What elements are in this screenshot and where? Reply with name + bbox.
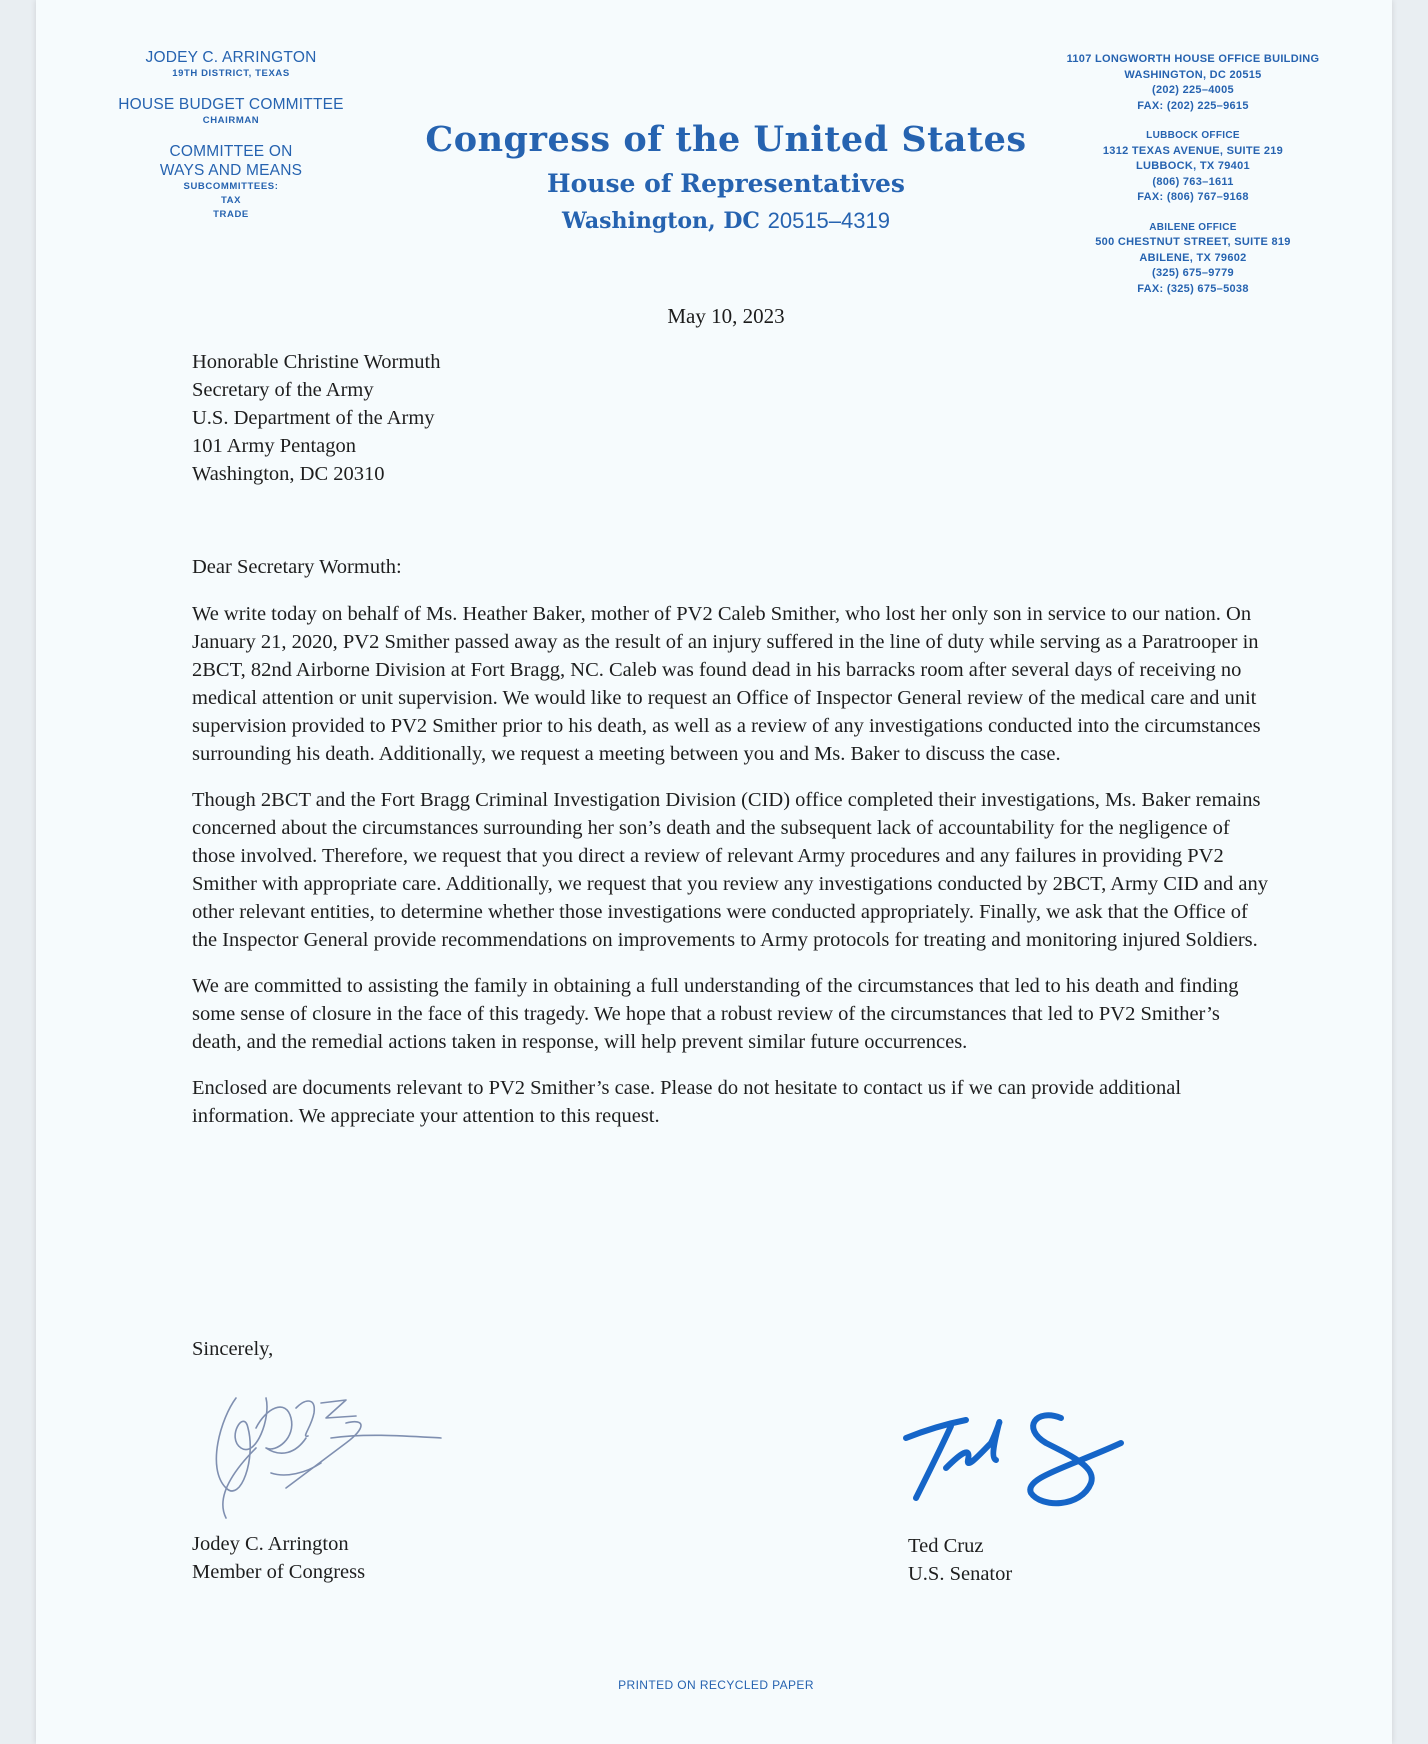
lubbock-office-line4: FAX: (806) 767–9168 — [1137, 191, 1249, 203]
abilene-office-line1: 500 CHESTNUT STREET, SUITE 819 — [1095, 236, 1291, 248]
signer-title: Member of Congress — [192, 1561, 366, 1583]
committee-budget-role: CHAIRMAN — [202, 115, 260, 126]
committee-ways-line2: WAYS AND MEANS — [159, 162, 303, 179]
body-paragraph: We write today on behalf of Ms. Heather Baker, mother of PV2 Caleb Smither, who lost her only son in service to our nation. On January 21, 2020, PV2 Smither passed away as the result of an injury suffered in the line of duty while serving as a Paratrooper in 2BCT, 82nd Airborne Division at Fort Bragg, NC. Caleb was found dead in his barracks room after several days of receiving no medical attention or unit supervision. We would like to request an Office of Inspector General review of the medical care and unit supervision provided to PV2 Smither prior to his death, as well as a review of any investigations conducted into the circumstances surrounding his death. Additionally, we request a meeting between you and Ms. Baker to discuss the case. — [192, 603, 1261, 765]
letterhead-right — [1048, 52, 1338, 297]
subcommittees-label: SUBCOMMITTEES: — [183, 181, 279, 192]
recipient-line: 101 Army Pentagon — [192, 435, 356, 457]
signer-name: Jodey C. Arrington — [192, 1533, 349, 1555]
letterhead-left — [96, 48, 366, 222]
recipient-line: Secretary of the Army — [192, 379, 374, 401]
letter-date: May 10, 2023 — [667, 304, 785, 328]
washington-zip: 20515–4319 — [767, 208, 890, 233]
lubbock-office-line1: 1312 TEXAS AVENUE, SUITE 219 — [1102, 144, 1284, 157]
recipient-address — [192, 348, 892, 488]
subcommittee-trade: TRADE — [213, 209, 249, 220]
abilene-office-line4: FAX: (325) 675–5038 — [1137, 282, 1249, 295]
letter-page — [36, 0, 1392, 1744]
signer-cruz — [908, 1532, 1012, 1588]
lubbock-office-line3: (806) 763–1611 — [1152, 175, 1234, 188]
signer-arrington — [192, 1530, 365, 1586]
dc-office-line2: WASHINGTON, DC 20515 — [1124, 68, 1262, 81]
body-paragraph: We are committed to assisting the family in obtaining a full understanding of the circumstances that led to his death and finding some sense of closure in the face of this tragedy. We hope that a robust review of the circumstances that led to PV2 Smither’s death, and the remedial actions taken in response, will help prevent similar future occurrences. — [192, 975, 1239, 1053]
washington-address — [416, 204, 1036, 238]
member-name: JODEY C. ARRINGTON — [145, 49, 317, 66]
body-paragraph: Though 2BCT and the Fort Bragg Criminal Investigation Division (CID) office completed their investigations, Ms. Baker remains concerned about the circumstances surrounding her son’s death and the subsequent lack of accountability for the negligence of those involved. Therefore, we request that you direct a review of relevant Army procedures and any failures in providing PV2 Smither with appropriate care. Additionally, we request that you review any investigations conducted by 2BCT, Army CID and any other relevant entities, to determine whether those investigations were conducted appropriately. Finally, we ask that the Office of the Inspector General provide recommendations on improvements to Army protocols for treating and monitoring injured Soldiers. — [192, 789, 1268, 951]
abilene-office-line2: ABILENE, TX 79602 — [1139, 251, 1247, 264]
dc-office-line3: (202) 225–4005 — [1152, 84, 1234, 96]
abilene-office-title: ABILENE OFFICE — [1149, 221, 1237, 233]
committee-ways-line1: COMMITTEE ON — [169, 143, 293, 160]
salutation: Dear Secretary Wormuth: — [192, 556, 402, 578]
recipient-line: Washington, DC 20310 — [192, 463, 385, 485]
recipient-line: Honorable Christine Wormuth — [192, 351, 441, 373]
committee-budget: HOUSE BUDGET COMMITTEE — [118, 96, 344, 113]
letterhead-center — [416, 118, 1036, 238]
recipient-line: U.S. Department of the Army — [192, 407, 435, 429]
cruz-signature — [896, 1398, 1156, 1528]
abilene-office-line3: (325) 675–9779 — [1152, 267, 1234, 279]
body-paragraph: Enclosed are documents relevant to PV2 Smither’s case. Please do not hesitate to contact us if we can provide additional information. We appreciate your attention to this request. — [192, 1077, 1182, 1127]
house-title: House of Representatives — [547, 169, 905, 198]
arrington-signature — [196, 1378, 456, 1528]
member-district: 19TH DISTRICT, TEXAS — [172, 68, 290, 79]
signer-title: U.S. Senator — [908, 1563, 1013, 1585]
lubbock-office-title: LUBBOCK OFFICE — [1146, 130, 1240, 141]
signer-name: Ted Cruz — [908, 1535, 984, 1557]
recycled-paper-footer: PRINTED ON RECYCLED PAPER — [618, 1678, 814, 1692]
dc-office-line4: FAX: (202) 225–9615 — [1137, 99, 1249, 112]
lubbock-office-line2: LUBBOCK, TX 79401 — [1136, 160, 1250, 172]
congress-title: Congress of the United States — [425, 119, 1027, 160]
closing: Sincerely, — [192, 1338, 274, 1360]
letter-body — [192, 600, 1272, 1148]
washington-city: Washington, DC — [562, 208, 760, 234]
dc-office-line1: 1107 LONGWORTH HOUSE OFFICE BUILDING — [1066, 53, 1320, 65]
subcommittee-tax: TAX — [220, 195, 242, 206]
